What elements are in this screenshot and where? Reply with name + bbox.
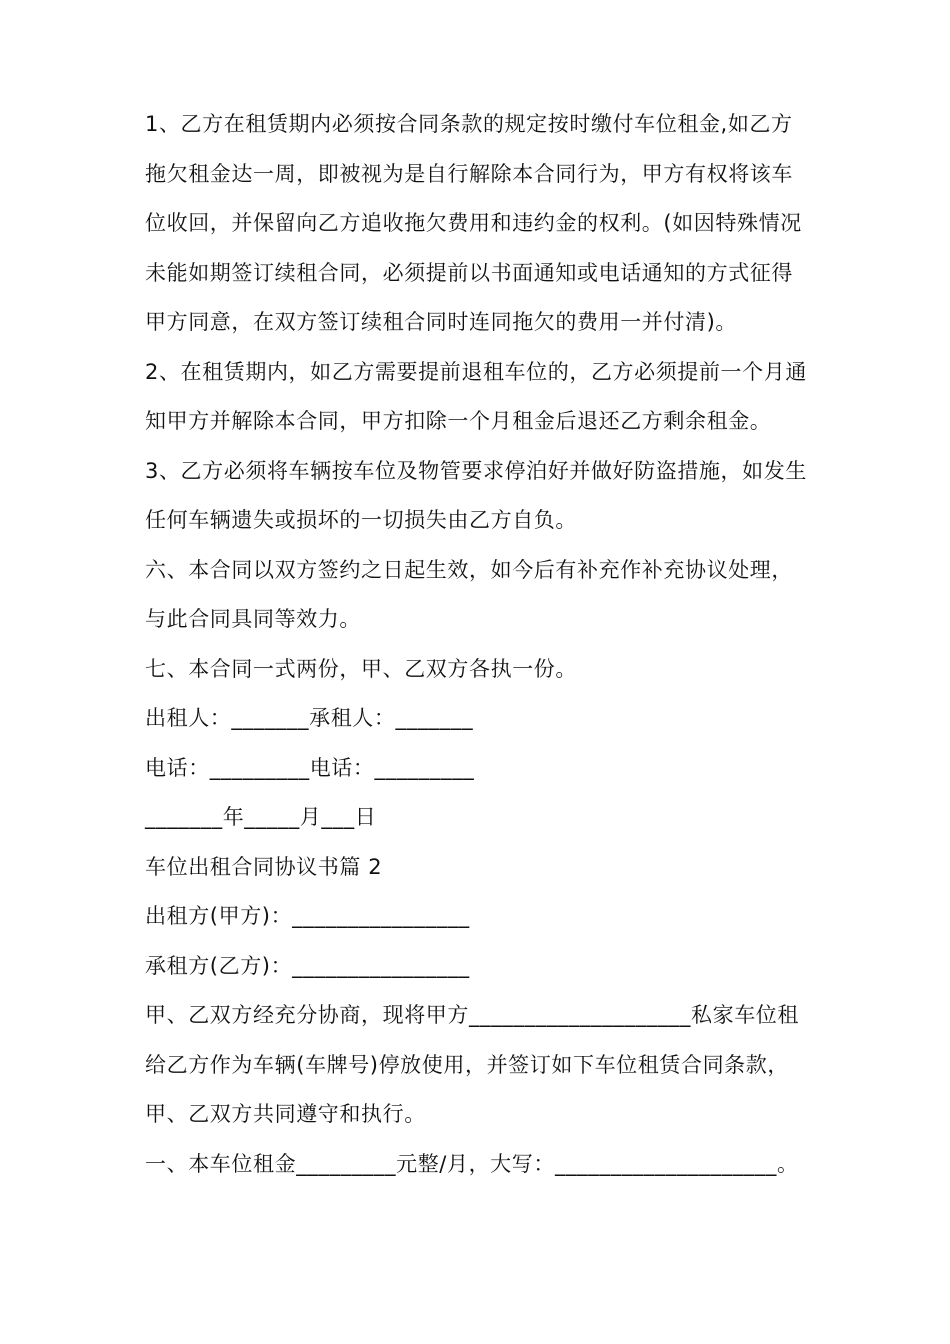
clause-1-paragraph: 1、乙方在租赁期内必须按合同条款的规定按时缴付车位租金,如乙方拖欠租金达一周，即被视为是自行解除本合同行为，甲方有权将该车位收回，并保留向乙方追收拖欠费用和违约金的权利。(如因特殊情况未能如期签订续租合同，必须提前以书面通知或电话通知的方式征得甲方同意，在双方签订续租合同时连同拖欠的费用一并付清)。 xyxy=(145,112,802,334)
phone-line: 电话：_________电话：_________ xyxy=(145,755,475,780)
party-b-line: 承租方(乙方)：________________ xyxy=(145,953,470,978)
lessor-lessee-signature-line: 出租人：_______承租人：_______ xyxy=(145,706,474,730)
clause-six-paragraph: 六、本合同以双方签约之日起生效，如今后有补充作补充协议处理，与此合同具同等效力。 xyxy=(145,557,793,631)
date-line: _______年_____月___日 xyxy=(145,805,377,829)
document-body xyxy=(145,100,810,1189)
clause-3-paragraph: 3、乙方必须将车辆按车位及物管要求停泊好并做好防盗措施，如发生任何车辆遗失或损坏的一切损失由乙方自负。 xyxy=(145,458,807,532)
rent-clause-paragraph: 一、本车位租金_________元整/月，大写：____________________。 xyxy=(145,1151,799,1176)
section-heading-2: 车位出租合同协议书篇 2 xyxy=(145,854,383,879)
clause-seven-paragraph: 七、本合同一式两份，甲、乙双方各执一份。 xyxy=(145,656,577,681)
party-a-line: 出租方(甲方)：________________ xyxy=(145,904,470,928)
clause-2-paragraph: 2、在租赁期内，如乙方需要提前退租车位的，乙方必须提前一个月通知甲方并解除本合同，甲方扣除一个月租金后退还乙方剩余租金。 xyxy=(145,359,807,433)
agreement-intro-paragraph: 甲、乙双方经充分协商，现将甲方____________________私家车位租给乙方作为车辆(车牌号)停放使用，并签订如下车位租赁合同条款，甲、乙双方共同遵守和执行。 xyxy=(145,1003,799,1126)
